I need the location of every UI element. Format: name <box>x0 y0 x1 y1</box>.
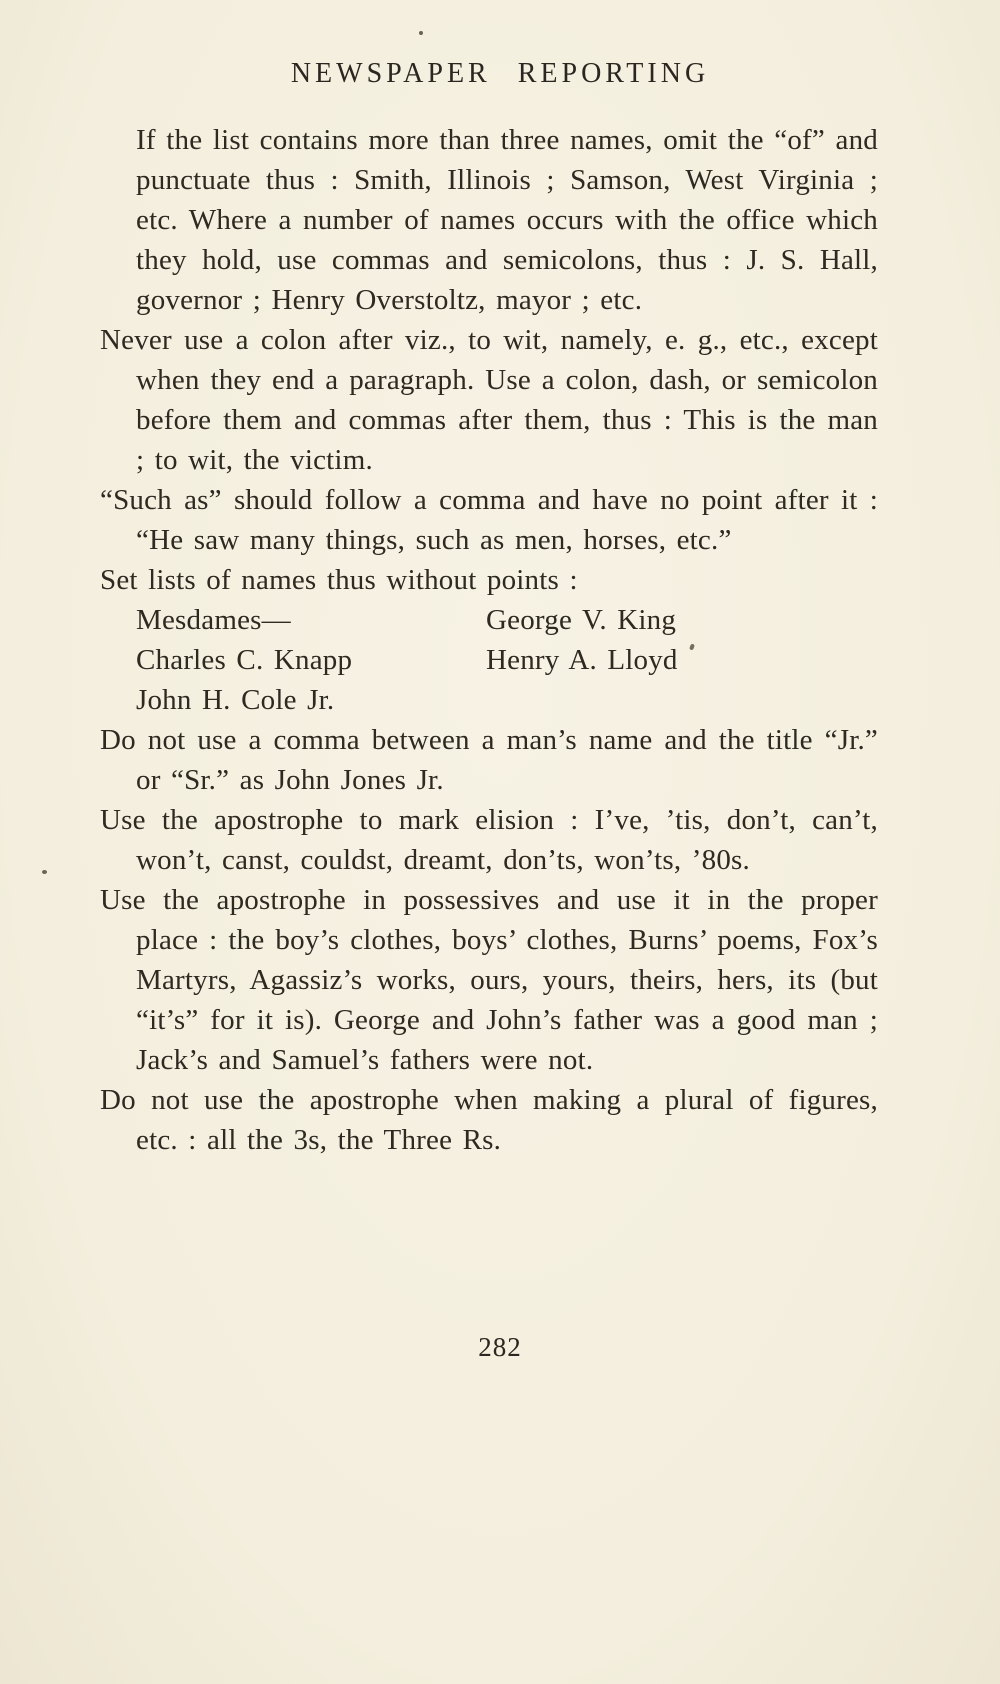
paragraph-never-colon: Never use a colon after viz., to wit, namely, e. g., etc., except when they end a paragraph. Use a colon, dash, or semicolon before them and commas after them, thus : This is the man ; to wit, the victim. <box>100 324 878 476</box>
page-number: 282 <box>478 1332 522 1362</box>
paragraph-no-comma-jr: Do not use a comma between a man’s name and the title “Jr.” or “Sr.” as John Jones Jr. <box>100 724 878 796</box>
name-list-right <box>486 680 878 720</box>
scan-artifact <box>419 31 423 35</box>
text-block <box>100 120 878 1160</box>
name-list-right: George V. King <box>486 604 677 636</box>
list-item <box>136 640 878 680</box>
paragraph-set-lists: Set lists of names thus without points : <box>100 564 578 596</box>
name-list-left: John H. Cole Jr. <box>136 684 335 716</box>
running-head-title: NEWSPAPER REPORTING <box>290 58 710 89</box>
name-list <box>100 600 878 720</box>
list-item <box>136 680 878 720</box>
paragraph-apostrophe-plural: Do not use the apostrophe when making a plural of figures, etc. : all the 3s, the Three Rs. <box>100 1084 878 1156</box>
name-list-left: Mesdames— <box>136 604 291 636</box>
paragraph-apostrophe-elision: Use the apostrophe to mark elision : I’ve, ’tis, don’t, can’t, won’t, canst, couldst, dreamt, don’ts, won’ts, ’80s. <box>100 804 878 876</box>
scan-artifact <box>42 870 47 874</box>
name-list-left: Charles C. Knapp <box>136 644 353 676</box>
name-list-right: Henry A. Lloyd <box>486 644 678 676</box>
paragraph-continuation: If the list contains more than three names, omit the “of” and punctuate thus : Smith, Illinois ; Samson, West Virginia ; etc. Where a number of names occurs with the office which they hold, use commas and semicolons, thus : J. S. Hall, governor ; Henry Overstoltz, mayor ; etc. <box>136 124 878 316</box>
paragraph-apostrophe-possessives: Use the apostrophe in possessives and use it in the proper place : the boy’s clothes, boys’ clothes, Burns’ poems, Fox’s Martyrs, Agassiz’s works, ours, yours, theirs, hers, its (but “it’s” for it is). George and John’s father was a good man ; Jack’s and Samuel’s fathers were not. <box>100 884 878 1076</box>
list-item <box>136 600 878 640</box>
paragraph-such-as: “Such as” should follow a comma and have no point after it : “He saw many things, such as men, horses, etc.” <box>100 484 878 556</box>
